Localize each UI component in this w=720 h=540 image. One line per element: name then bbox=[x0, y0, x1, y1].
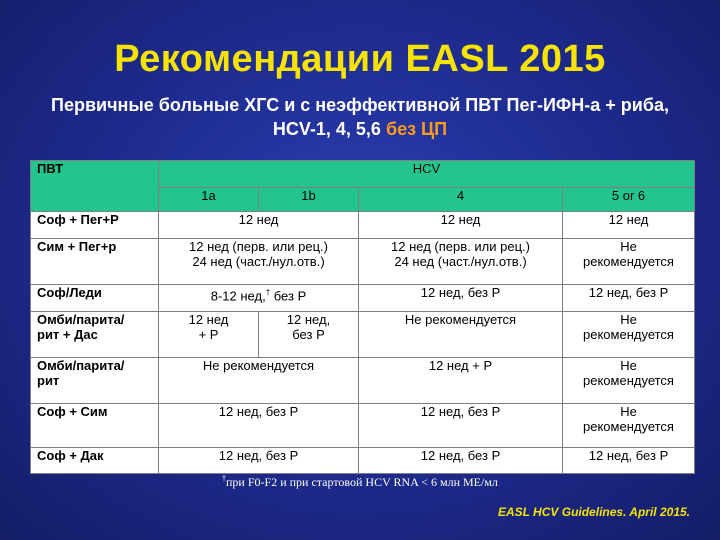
table-row bbox=[31, 312, 695, 358]
cell-genotype-4 bbox=[359, 239, 563, 285]
cell-genotype-1: 12 нед, без Р bbox=[159, 448, 359, 474]
cell-genotype-1: 12 нед, без Р bbox=[159, 404, 359, 448]
cell-line: Не bbox=[620, 312, 637, 327]
cell-genotype-5-6 bbox=[563, 404, 695, 448]
cell-genotype-4: 12 нед, без Р bbox=[359, 448, 563, 474]
header-ptv: ПВТ bbox=[31, 161, 159, 212]
cell-line: 12 нед, bbox=[286, 312, 331, 327]
cell-line: рекомендуется bbox=[583, 419, 674, 434]
cell-line: + Р bbox=[198, 327, 219, 342]
cell-line: 24 нед (част./нул.отв.) bbox=[192, 254, 325, 269]
cell-genotype-1: Не рекомендуется bbox=[159, 358, 359, 404]
cell-genotype-1a bbox=[159, 312, 259, 358]
cell-genotype-1b bbox=[259, 312, 359, 358]
cell-line: 12 нед (перв. или рец.) bbox=[391, 239, 530, 254]
row-label: Соф/Леди bbox=[31, 285, 159, 312]
row-label: Сим + Пег+р bbox=[31, 239, 159, 285]
header-genotype-5-6: 5 or 6 bbox=[563, 188, 695, 212]
table-row bbox=[31, 285, 695, 312]
footnote-marker: † bbox=[222, 474, 226, 483]
table-row bbox=[31, 212, 695, 239]
row-label: Соф + Дак bbox=[31, 448, 159, 474]
header-hcv: HCV bbox=[159, 161, 695, 188]
cell-genotype-1: 12 нед bbox=[159, 212, 359, 239]
subtitle-highlight: без ЦП bbox=[385, 119, 448, 139]
slide-title: Рекомендации EASL 2015 bbox=[114, 38, 606, 80]
cell-line: без Р bbox=[292, 327, 325, 342]
subtitle-main: Первичные больные ХГС и с неэффективной ПВТ Пег-ИФН-а + риба, HCV-1, 4, 5,6 bbox=[51, 95, 669, 139]
row-label-line: рит bbox=[37, 373, 60, 388]
cell-text: 8-12 нед, bbox=[210, 288, 266, 304]
cell-genotype-5-6: 12 нед bbox=[563, 212, 695, 239]
table-header-row-1 bbox=[31, 161, 695, 188]
row-label bbox=[31, 312, 159, 358]
row-label bbox=[31, 358, 159, 404]
source-citation: EASL HCV Guidelines. April 2015. bbox=[497, 505, 690, 519]
cell-genotype-4: 12 нед bbox=[359, 212, 563, 239]
recommendations-table bbox=[30, 160, 695, 474]
cell-genotype-1 bbox=[159, 239, 359, 285]
cell-genotype-5-6 bbox=[563, 358, 695, 404]
table-row bbox=[31, 404, 695, 448]
cell-genotype-4: 12 нед, без Р bbox=[359, 404, 563, 448]
table-row bbox=[31, 358, 695, 404]
cell-genotype-1 bbox=[159, 285, 359, 312]
row-label-line: Омби/парита/ bbox=[37, 358, 125, 373]
cell-line: Не bbox=[620, 404, 637, 419]
cell-genotype-4: 12 нед + Р bbox=[359, 358, 563, 404]
header-genotype-1a: 1a bbox=[159, 188, 259, 212]
cell-line: 24 нед (част./нул.отв.) bbox=[394, 254, 527, 269]
cell-genotype-5-6 bbox=[563, 312, 695, 358]
row-label-line: Омби/парита/ bbox=[37, 312, 125, 327]
footnote-text: при F0-F2 и при стартовой HCV RNA < 6 млн МЕ/мл bbox=[226, 475, 498, 489]
cell-text: без Р bbox=[270, 288, 307, 304]
header-genotype-4: 4 bbox=[359, 188, 563, 212]
slide-subtitle bbox=[30, 93, 690, 141]
cell-line: 12 нед (перв. или рец.) bbox=[189, 239, 328, 254]
cell-line: рекомендуется bbox=[583, 327, 674, 342]
cell-genotype-4: Не рекомендуется bbox=[359, 312, 563, 358]
cell-line: 12 нед bbox=[188, 312, 229, 327]
cell-line: рекомендуется bbox=[583, 373, 674, 388]
cell-genotype-5-6 bbox=[563, 239, 695, 285]
row-label: Соф + Пег+Р bbox=[31, 212, 159, 239]
cell-line: рекомендуется bbox=[583, 254, 674, 269]
cell-line: Не bbox=[620, 358, 637, 373]
cell-genotype-5-6: 12 нед, без Р bbox=[563, 448, 695, 474]
header-genotype-1b: 1b bbox=[259, 188, 359, 212]
footnote bbox=[222, 474, 498, 490]
table-row bbox=[31, 239, 695, 285]
row-label: Соф + Сим bbox=[31, 404, 159, 448]
footnote-marker: † bbox=[265, 288, 271, 297]
cell-genotype-5-6: 12 нед, без Р bbox=[563, 285, 695, 312]
cell-line: Не bbox=[620, 239, 637, 254]
table-row bbox=[31, 448, 695, 474]
cell-genotype-4: 12 нед, без Р bbox=[359, 285, 563, 312]
row-label-line: рит + Дас bbox=[37, 327, 98, 342]
